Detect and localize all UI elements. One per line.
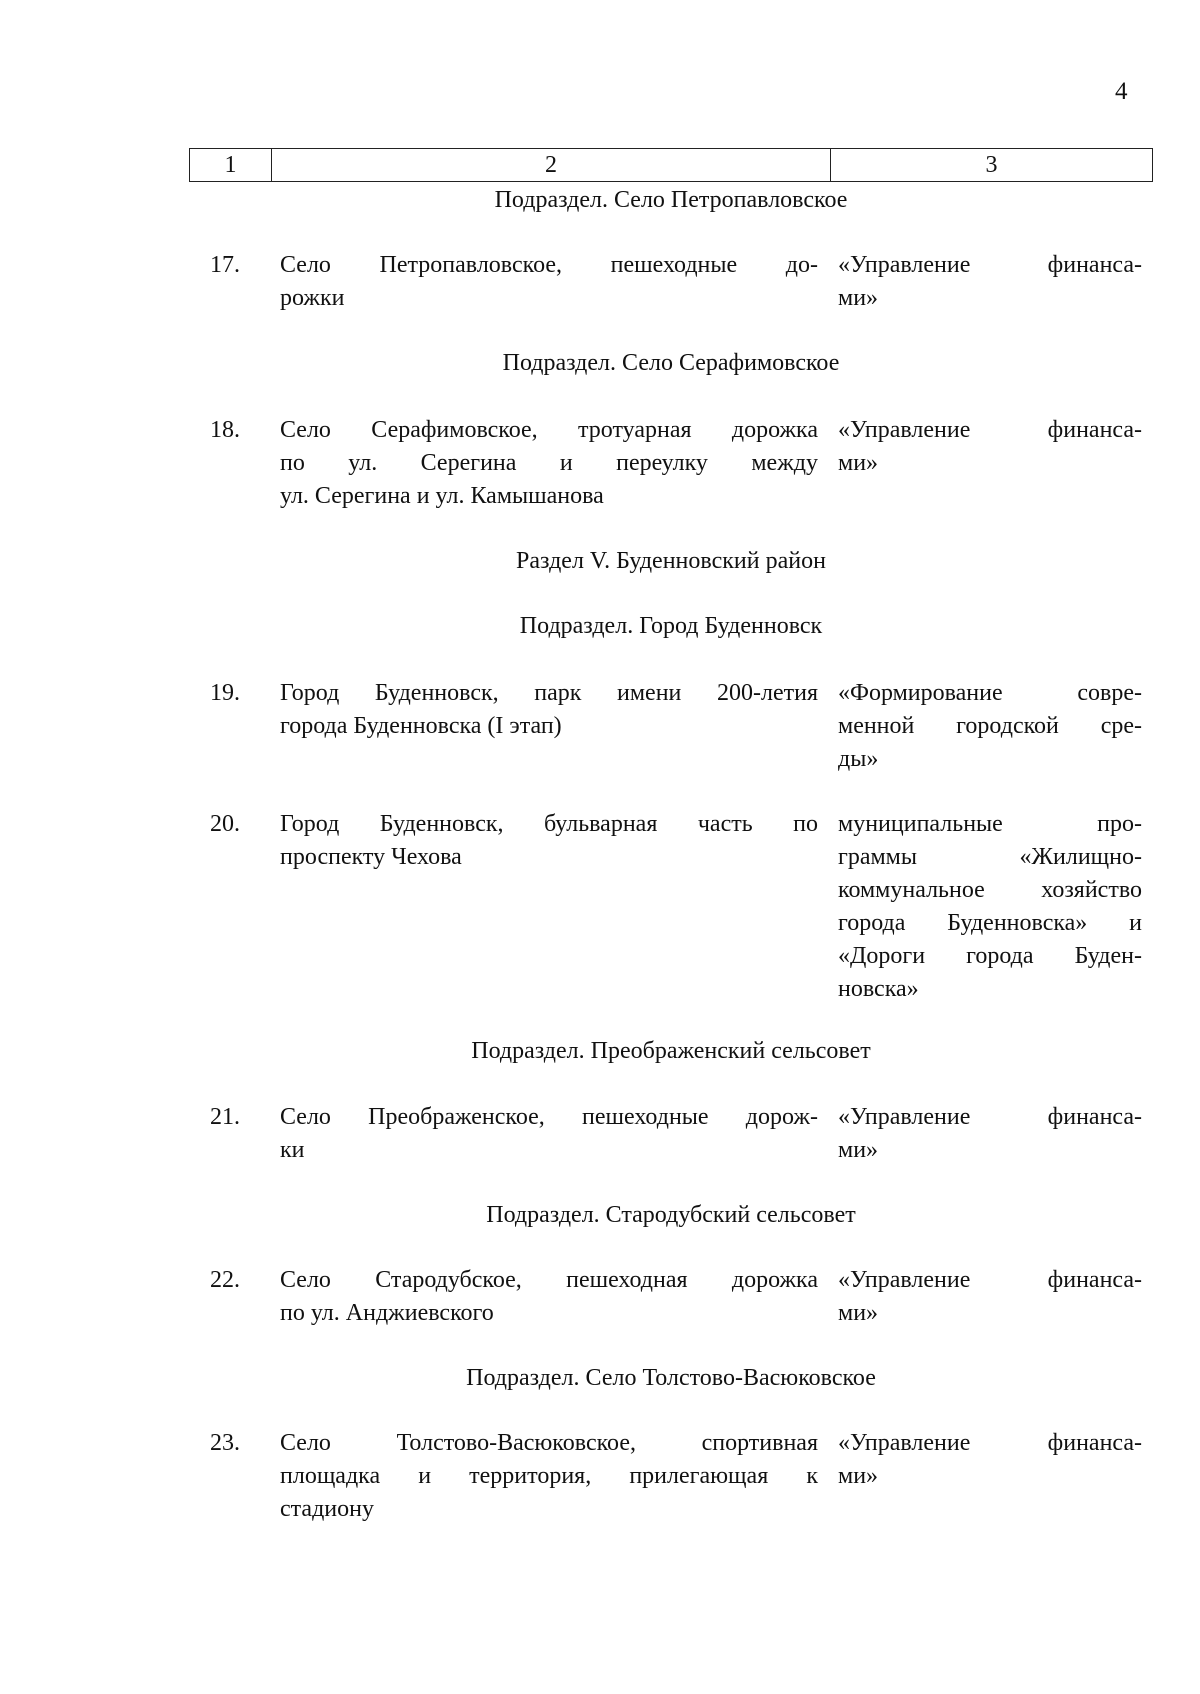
text-line: по ул. Серегина и переулку между — [280, 450, 818, 476]
text-line: ул. Серегина и ул. Камышанова — [280, 483, 604, 509]
funding-program — [838, 1427, 1142, 1493]
text-line: по ул. Анджиевского — [280, 1300, 494, 1326]
text-line: менной городской сре- — [838, 713, 1142, 739]
text-line: Село Петропавловское, пешеходные до- — [280, 252, 818, 278]
text-line: рожки — [280, 285, 345, 311]
text-line: муниципальные про- — [838, 811, 1142, 837]
page-number: 4 — [1115, 78, 1128, 105]
text-line: «Дороги города Буден- — [838, 943, 1142, 969]
text-line: ды» — [838, 746, 879, 772]
text-line: проспекту Чехова — [280, 844, 462, 870]
text-line: ми» — [838, 450, 879, 476]
row-number: 19. — [210, 680, 240, 706]
text-line: города Буденновска» и — [838, 910, 1142, 936]
funding-program — [838, 249, 1142, 315]
subsection-heading: Подраздел. Село Петропавловское — [494, 187, 848, 213]
text-line: стадиону — [280, 1496, 374, 1522]
funding-program — [838, 1101, 1142, 1167]
subsection-heading: Подраздел. Город Буденновск — [519, 613, 823, 639]
text-line: «Управление финанса- — [838, 1430, 1142, 1456]
section-heading: Раздел V. Буденновский район — [516, 548, 826, 574]
subsection-heading: Подраздел. Село Толстово-Васюковское — [466, 1365, 876, 1391]
subsection-heading: Подраздел. Стародубский сельсовет — [486, 1202, 856, 1228]
text-line: ми» — [838, 285, 879, 311]
object-description — [280, 1427, 818, 1526]
row-number: 23. — [210, 1430, 240, 1456]
text-line: «Управление финанса- — [838, 252, 1142, 278]
row-number: 20. — [210, 811, 240, 837]
row-number: 21. — [210, 1104, 240, 1130]
text-line: ми» — [838, 1300, 879, 1326]
object-description — [280, 808, 818, 874]
text-line: «Управление финанса- — [838, 1104, 1142, 1130]
text-line: города Буденновска (I этап) — [280, 713, 562, 739]
object-description — [280, 1101, 818, 1167]
funding-program — [838, 808, 1142, 1006]
column-number-3: 3 — [831, 149, 1153, 182]
object-description — [280, 1264, 818, 1330]
funding-program — [838, 1264, 1142, 1330]
text-line: коммунальное хозяйство — [838, 877, 1142, 903]
text-line: Город Буденновск, бульварная часть по — [280, 811, 818, 837]
subsection-heading: Подраздел. Село Серафимовское — [502, 350, 840, 376]
text-line: Село Преображенское, пешеходные дорож- — [280, 1104, 818, 1130]
column-number-1: 1 — [190, 149, 272, 182]
text-line: Село Стародубское, пешеходная дорожка — [280, 1267, 818, 1293]
text-line: «Управление финанса- — [838, 1267, 1142, 1293]
object-description — [280, 249, 818, 315]
text-line: ми» — [838, 1137, 879, 1163]
text-line: площадка и территория, прилегающая к — [280, 1463, 818, 1489]
text-line: Село Серафимовское, тротуарная дорожка — [280, 417, 818, 443]
column-number-2: 2 — [272, 149, 831, 182]
funding-program — [838, 677, 1142, 776]
column-number-header — [189, 148, 1153, 182]
text-line: ки — [280, 1137, 305, 1163]
row-number: 22. — [210, 1267, 240, 1293]
text-line: «Управление финанса- — [838, 417, 1142, 443]
text-line: «Формирование совре- — [838, 680, 1142, 706]
object-description — [280, 677, 818, 743]
row-number: 18. — [210, 417, 240, 443]
subsection-heading: Подраздел. Преображенский сельсовет — [471, 1038, 871, 1064]
text-line: Город Буденновск, парк имени 200-летия — [280, 680, 818, 706]
text-line: ми» — [838, 1463, 879, 1489]
text-line: новска» — [838, 976, 919, 1002]
row-number: 17. — [210, 252, 240, 278]
object-description — [280, 414, 818, 513]
text-line: Село Толстово-Васюковское, спортивная — [280, 1430, 818, 1456]
text-line: граммы «Жилищно- — [838, 844, 1142, 870]
funding-program — [838, 414, 1142, 480]
